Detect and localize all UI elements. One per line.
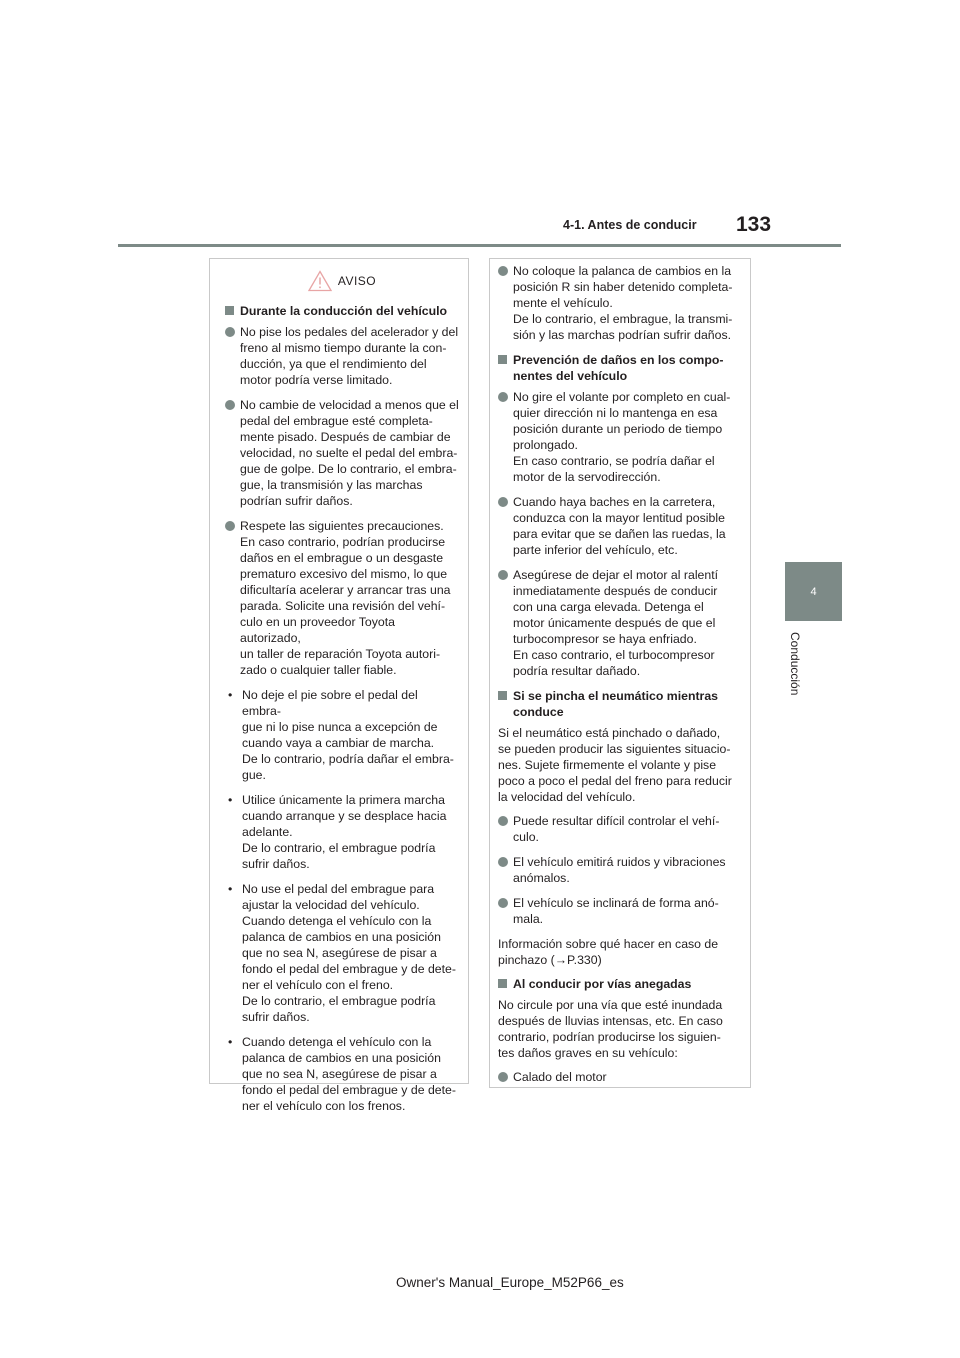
bullet-item: No pise los pedales del acelerador y del freno al mismo tiempo durante la con- ducción, ya que el rendimiento del motor podría verse limitado. (225, 324, 459, 388)
bullet-item: Cuando haya baches en la carretera, conduzca con la mayor lentitud posible para evitar que se dañen las ruedas, la parte inferior del vehículo, etc. (498, 494, 741, 558)
section-title: 4-1. Antes de conducir (563, 218, 697, 232)
caution-box-right (489, 258, 751, 1088)
heading-flat-tire: Si se pincha el neumático mientras conduce (498, 688, 741, 720)
header-rule (118, 244, 841, 247)
sub-bullet-item: • Cuando detenga el vehículo con la palanca de cambios en una posición que no sea N, asegúrese de pisar a fondo el pedal del embrague y de dete- ner el vehículo con los frenos. (225, 1034, 459, 1114)
bullet-item: Puede resultar difícil controlar el vehí- culo. (498, 813, 741, 845)
footer-text: Owner's Manual_Europe_M52P66_es (396, 1275, 624, 1290)
sub-bullet-item: • No use el pedal del embrague para ajustar la velocidad del vehículo. Cuando detenga el vehículo con la palanca de cambios en una posición que no sea N, asegúrese de pisar a fondo el pedal del embrague y de dete- ner el vehículo con el freno. De lo contrario, el embrague podría sufrir daños. (225, 881, 459, 1025)
flood-paragraph: No circule por una vía que esté inundada después de lluvias intensas, etc. En caso contrario, podrían producirse los siguien- tes daños graves en su vehículo: (498, 998, 723, 1060)
chapter-label: Conducción (788, 632, 802, 696)
warning-triangle-icon (308, 270, 332, 292)
bullet-item: Respete las siguientes precauciones. En caso contrario, podrían producirse daños en el embrague o un desgaste prematuro excesivo del mismo, lo que dificultaría acelerar y arrancar tras una parada. Solicite una revisión del vehí- culo en un proveedor Toyota autorizado, un taller de reparación Toyota autori- zado o cualquier taller fiable. (225, 518, 459, 678)
chapter-tab (785, 562, 842, 621)
tire-paragraph: Si el neumático está pinchado o dañado, se pueden producir las siguientes situacio- nes. Sujete firmemente el volante y pise poco a poco el pedal del freno para reducir la velocidad del vehículo. (498, 726, 732, 804)
heading-driving: Durante la conducción del vehículo (225, 303, 459, 319)
bullet-item: El vehículo se inclinará de forma anó- mala. (498, 895, 741, 927)
chapter-number: 4 (810, 585, 817, 598)
sub-bullet-item: • No deje el pie sobre el pedal del embra- gue ni lo pise nunca a excepción de cuando vaya a cambiar de marcha. De lo contrario, podría dañar el embra- gue. (225, 687, 459, 783)
heading-flooded-roads: Al conducir por vías anegadas (498, 976, 741, 992)
heading-damage-prevention: Prevención de daños en los compo- nentes del vehículo (498, 352, 741, 384)
sub-bullet-item: • Utilice únicamente la primera marcha cuando arranque y se desplace hacia adelante. De lo contrario, el embrague podría sufrir daños. (225, 792, 459, 872)
bullet-item: No cambie de velocidad a menos que el pedal del embrague esté completa- mente pisado. Después de cambiar de velocidad, no suelte el pedal del embra- gue de golpe. De lo contrario, el embra- gue, la transmisión y las marchas podrían sufrir daños. (225, 397, 459, 509)
bullet-item: El vehículo emitirá ruidos y vibraciones anómalos. (498, 854, 741, 886)
caution-box-left (209, 258, 469, 1113)
bullet-item: Asegúrese de dejar el motor al ralentí inmediatamente después de conducir con una carga elevada. Detenga el motor únicamente después de que el turbocompresor se haya enfriado. En caso contrario, el turbocompresor podría resultar dañado. (498, 567, 741, 679)
tire-info-reference: Información sobre qué hacer en caso de pinchazo (→P.330) (498, 937, 719, 967)
bullet-item: No gire el volante por completo en cual- quier dirección ni lo mantenga en esa posición durante un periodo de tiempo prolongado. En caso contrario, se podría dañar el motor de la servodirección. (498, 389, 741, 485)
caution-label: AVISO (337, 274, 377, 288)
caution-header (225, 267, 459, 295)
page-number: 133 (736, 213, 772, 236)
bullet-item: No coloque la palanca de cambios en la posición R sin haber detenido completa- mente el vehículo. De lo contrario, el embrague, la transmi- sión y las marchas podrían sufrir daños. (498, 263, 741, 343)
bullet-item: Calado del motor (498, 1069, 741, 1085)
